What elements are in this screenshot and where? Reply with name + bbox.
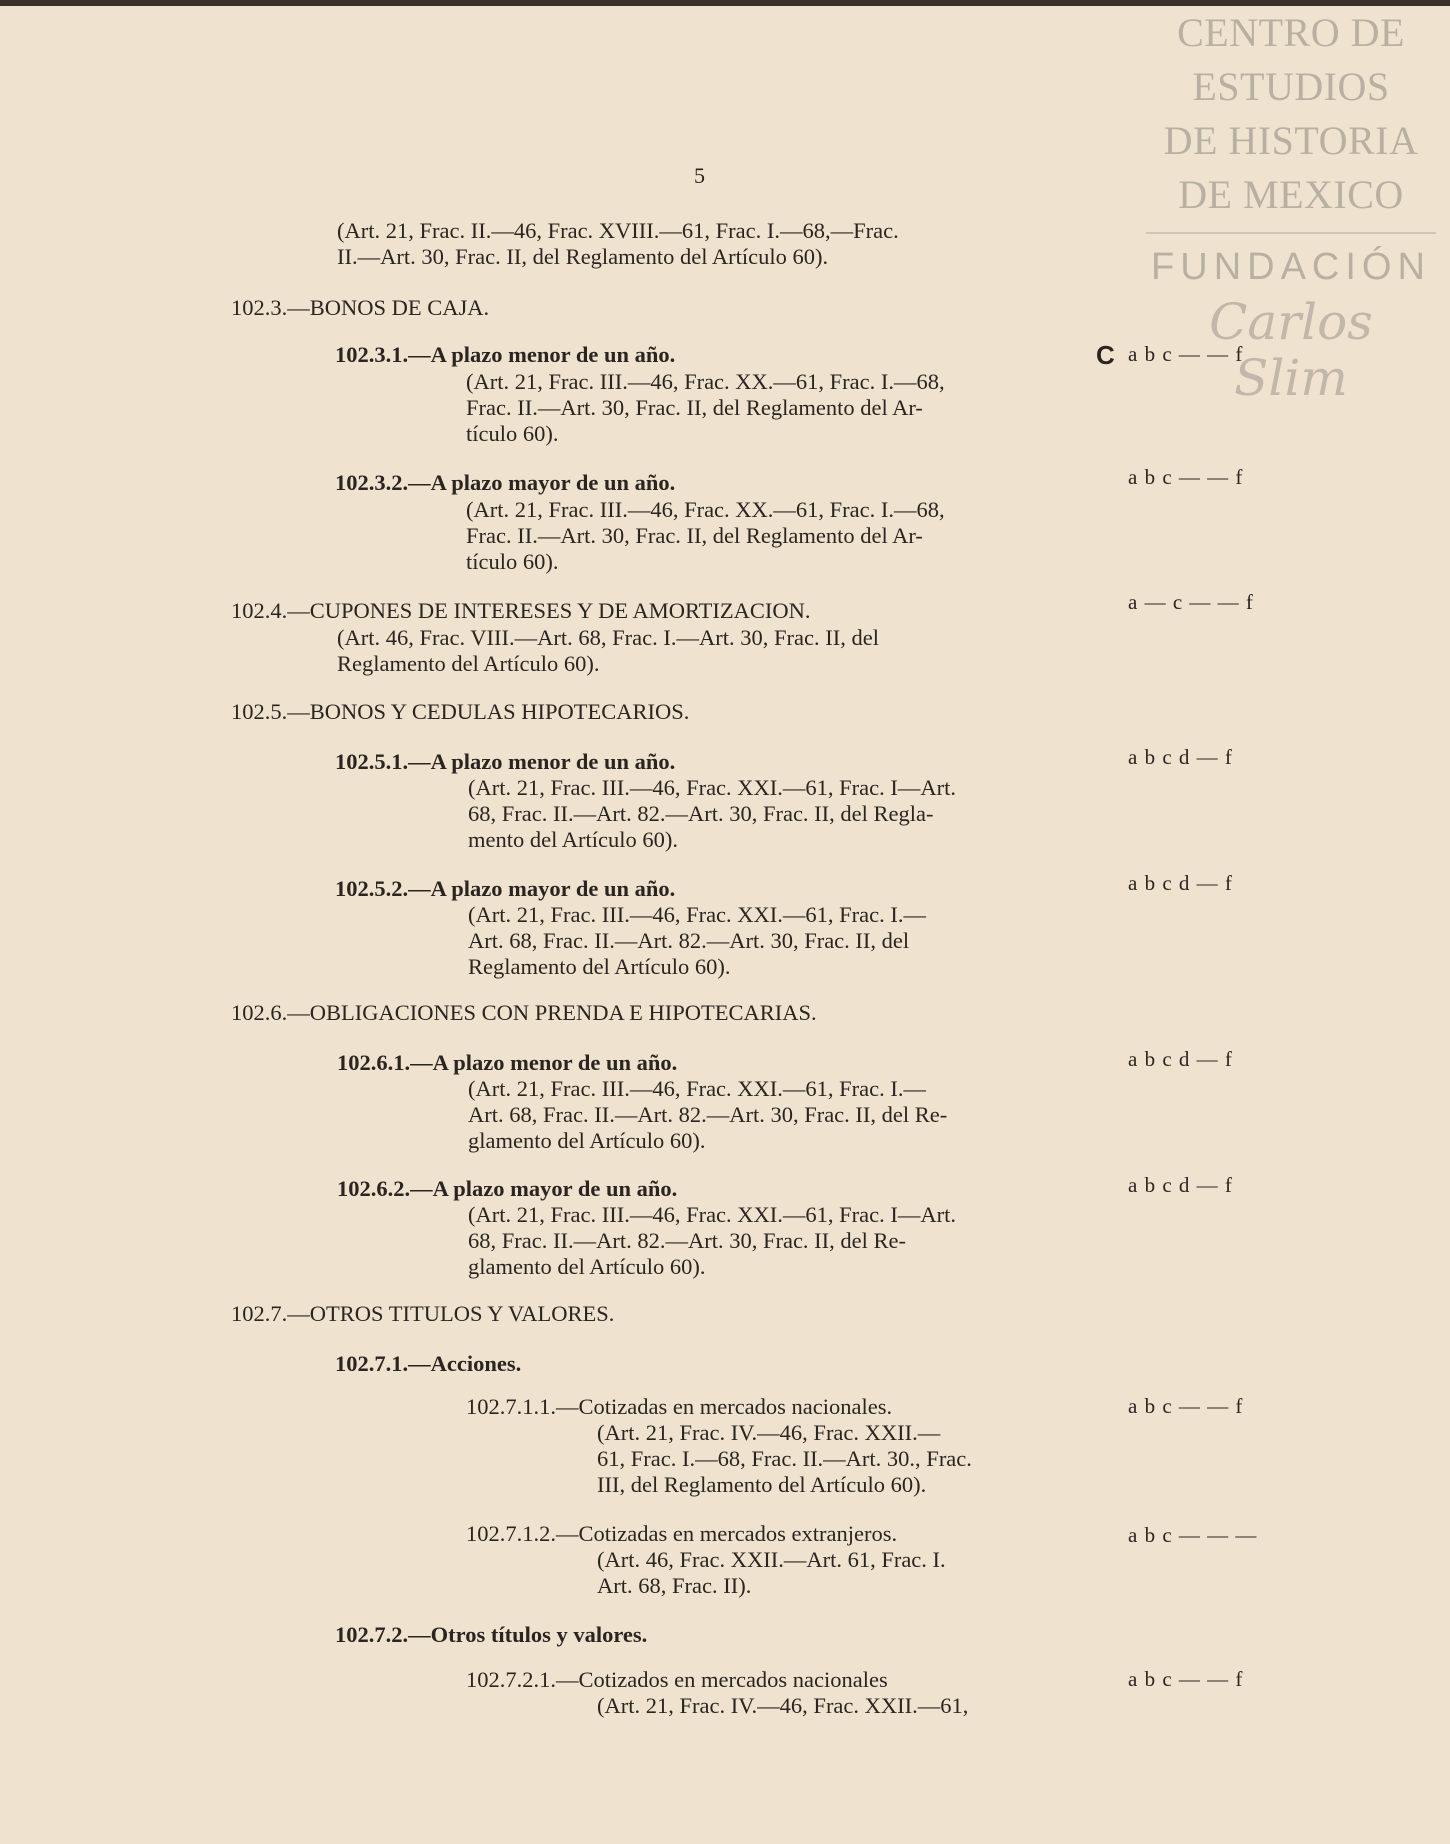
subsection-heading: 102.3.1.—A plazo menor de un año. [335, 342, 676, 367]
classification-codes: a b c d — f [1128, 1047, 1233, 1071]
item-heading: 102.7.1.1.—Cotizadas en mercados nacionales. [466, 1394, 893, 1419]
text-line: Frac. II.—Art. 30, Frac. II, del Reglamento del Ar- [466, 395, 923, 420]
section-heading: 102.5.—BONOS Y CEDULAS HIPOTECARIOS. [231, 699, 690, 724]
text-line: (Art. 21, Frac. III.—46, Frac. XXI.—61, Frac. I—Art. [468, 775, 957, 800]
classification-codes: a b c d — f [1128, 745, 1233, 769]
subsection-heading: 102.5.2.—A plazo mayor de un año. [335, 876, 676, 901]
watermark-line: ESTUDIOS [1192, 64, 1390, 109]
text-line: (Art. 21, Frac. III.—46, Frac. XX.—61, Frac. I.—68, [466, 497, 945, 522]
text-line: glamento del Artículo 60). [468, 1128, 706, 1153]
classification-codes: a b c — — f [1128, 1667, 1244, 1691]
text-line: mento del Artículo 60). [468, 827, 678, 852]
classification-codes: a b c — — f [1128, 1394, 1244, 1418]
text-line: 68, Frac. II.—Art. 82.—Art. 30, Frac. II, del Regla- [468, 801, 934, 826]
watermark-line: DE HISTORIA [1163, 118, 1419, 163]
text-line: (Art. 21, Frac. III.—46, Frac. XXI.—61, Frac. I—Art. [468, 1202, 957, 1227]
text-line: glamento del Artículo 60). [468, 1254, 706, 1279]
watermark-foundation: FUNDACIÓN [1151, 246, 1431, 288]
text-line: 68, Frac. II.—Art. 82.—Art. 30, Frac. II, del Re- [468, 1228, 907, 1253]
margin-mark: C [1096, 340, 1115, 370]
section-heading: 102.4.—CUPONES DE INTERESES Y DE AMORTIZACION. [231, 598, 811, 623]
text-line: (Art. 21, Frac. III.—46, Frac. XXI.—61, Frac. I.— [468, 1076, 927, 1101]
section-heading: 102.7.—OTROS TITULOS Y VALORES. [231, 1301, 615, 1326]
item-heading: 102.7.2.1.—Cotizados en mercados nacionales [466, 1667, 888, 1692]
text-line: Art. 68, Frac. II). [597, 1573, 752, 1598]
page-number: 5 [694, 163, 705, 188]
text-line: II.—Art. 30, Frac. II, del Reglamento del Artículo 60). [337, 244, 829, 269]
classification-codes: a b c d — f [1128, 871, 1233, 895]
text-line: (Art. 46, Frac. VIII.—Art. 68, Frac. I.—Art. 30, Frac. II, del [337, 625, 879, 650]
subsection-heading: 102.7.1.—Acciones. [335, 1351, 522, 1376]
subsection-heading: 102.7.2.—Otros títulos y valores. [335, 1622, 648, 1647]
section-heading: 102.6.—OBLIGACIONES CON PRENDA E HIPOTECARIAS. [231, 1000, 817, 1025]
classification-codes: a b c — — f [1128, 465, 1244, 489]
text-line: (Art. 21, Frac. IV.—46, Frac. XXII.— [597, 1420, 941, 1445]
text-line: Art. 68, Frac. II.—Art. 82.—Art. 30, Frac. II, del Re- [468, 1102, 948, 1127]
subsection-heading: 102.3.2.—A plazo mayor de un año. [335, 470, 676, 495]
text-line: (Art. 21, Frac. III.—46, Frac. XXI.—61, Frac. I.— [468, 902, 927, 927]
text-line: tículo 60). [466, 549, 559, 574]
item-heading: 102.7.1.2.—Cotizadas en mercados extranjeros. [466, 1521, 898, 1546]
classification-codes: a b c — — — [1128, 1523, 1258, 1547]
text-line: (Art. 21, Frac. IV.—46, Frac. XXII.—61, [597, 1693, 969, 1718]
text-line: Reglamento del Artículo 60). [468, 954, 731, 979]
text-line: Reglamento del Artículo 60). [337, 651, 600, 676]
subsection-heading: 102.5.1.—A plazo menor de un año. [335, 749, 676, 774]
text-line: (Art. 21, Frac. III.—46, Frac. XX.—61, Frac. I.—68, [466, 369, 945, 394]
watermark-line: CENTRO DE [1177, 10, 1405, 55]
watermark-rule [1146, 232, 1436, 234]
text-line: Frac. II.—Art. 30, Frac. II, del Reglamento del Ar- [466, 523, 923, 548]
classification-codes: a b c d — f [1128, 1173, 1233, 1197]
text-line: Art. 68, Frac. II.—Art. 82.—Art. 30, Frac. II, del [468, 928, 910, 953]
text-line: (Art. 21, Frac. II.—46, Frac. XVIII.—61, Frac. I.—68,—Frac. [337, 218, 899, 243]
subsection-heading: 102.6.1.—A plazo menor de un año. [337, 1050, 678, 1075]
text-line: tículo 60). [466, 421, 559, 446]
classification-codes: a — c — — f [1128, 590, 1254, 614]
subsection-heading: 102.6.2.—A plazo mayor de un año. [337, 1176, 678, 1201]
watermark-signature: Carlos Slim [1209, 293, 1373, 407]
watermark-line: DE MEXICO [1178, 172, 1404, 217]
text-line: 61, Frac. I.—68, Frac. II.—Art. 30., Frac. [597, 1446, 972, 1471]
section-heading: 102.3.—BONOS DE CAJA. [231, 295, 490, 320]
text-line: III, del Reglamento del Artículo 60). [597, 1472, 927, 1497]
text-line: (Art. 46, Frac. XXII.—Art. 61, Frac. I. [597, 1547, 946, 1572]
classification-codes: a b c — — f [1128, 342, 1244, 366]
